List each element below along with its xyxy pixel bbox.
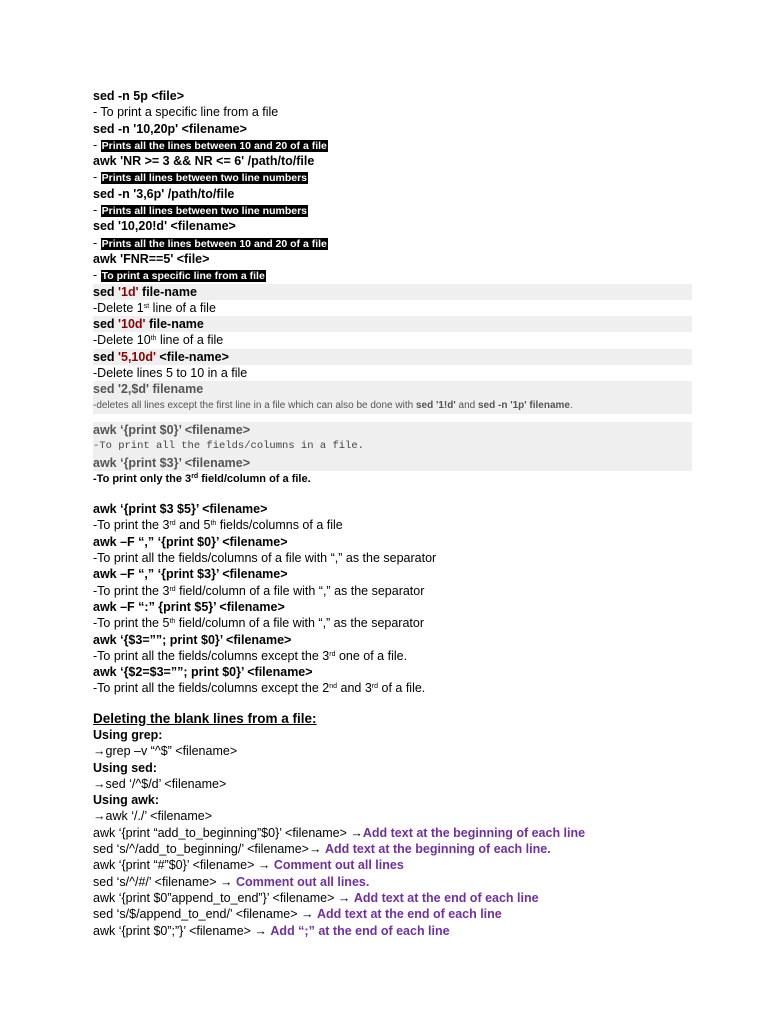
desc-line (93, 137, 683, 153)
cmd-line: sed '10,20!d' <filename> (93, 219, 236, 234)
desc-text: -Delete 10 (93, 333, 151, 348)
desc-line (93, 615, 683, 631)
desc-text: -To print all the fields/columns except the 3 (93, 648, 330, 663)
superscript: rd (191, 472, 199, 480)
dash: - (93, 137, 101, 152)
desc-line: - To print a specific line from a file (93, 105, 279, 120)
desc-line (93, 267, 683, 283)
cmd-text: awk ‘{print “#”$0}’ <filename> → (93, 858, 274, 873)
cmd-line: awk –F “,” ‘{print $0}’ <filename> (93, 534, 288, 549)
dash: - (93, 268, 101, 283)
desc-text: and (455, 399, 478, 411)
cmd-line: →awk ‘/./’ <filename> (93, 809, 213, 824)
desc-line (93, 300, 683, 316)
cmd-text: sed (93, 349, 119, 364)
purple-desc: Add text at the beginning of each line. (324, 842, 551, 857)
desc-line (93, 517, 683, 533)
desc-text: fields/columns of a file (216, 518, 343, 533)
cmd-text: sed (93, 284, 119, 299)
cmd-line: awk –F “,” ‘{print $3}’ <filename> (93, 567, 288, 582)
cmd-line: awk ‘{print $3 $5}’ <filename> (93, 502, 268, 517)
desc-text: line of a file (156, 333, 224, 348)
cmd-line: sed '2,$d' filename (93, 381, 692, 397)
subheading: Using sed: (93, 760, 157, 775)
desc-text: . (570, 399, 573, 411)
cmd-arg: '5,10d' (118, 349, 156, 364)
desc-text: and 3 (337, 681, 372, 696)
spacer (93, 414, 683, 422)
cmd-line (93, 874, 683, 890)
cmd-line (93, 841, 683, 857)
superscript: th (210, 520, 217, 528)
cmd-line: awk –F “:” {print $5}’ <filename> (93, 599, 285, 614)
document-body (93, 88, 683, 939)
purple-desc: Add text at the end of each line (353, 890, 539, 905)
desc-line (93, 169, 683, 185)
desc-text: -To print only the 3 (93, 472, 192, 485)
cmd-line: →sed ‘/^$/d’ <filename> (93, 776, 227, 791)
desc-text: -To print the 5 (93, 616, 170, 631)
dash: - (93, 203, 101, 218)
desc-line (93, 583, 683, 599)
cmd-arg: '1d' (118, 284, 139, 299)
desc-line: -To print all the fields/columns in a file. (93, 438, 692, 454)
superscript: st (143, 302, 150, 310)
cmd-text: awk ‘{print $0”;”}’ <filename> → (93, 923, 271, 938)
cmd-line: awk 'FNR==5' <file> (93, 251, 210, 266)
cmd-text: awk ‘{print $0”append_to_end”}’ <filename> → (93, 890, 354, 905)
desc-line: -To print all the fields/columns of a file with “,” as the separator (93, 551, 437, 566)
cmd-line (93, 284, 692, 300)
cmd-line (93, 890, 683, 906)
highlighted-desc: To print a specific line from a file (101, 270, 265, 283)
desc-text: line of a file (149, 300, 216, 315)
desc-text: of a file. (378, 681, 426, 696)
cmd-text: sed ‘s/$/append_to_end/’ <filename> → (93, 907, 317, 922)
superscript: th (169, 618, 176, 626)
desc-line (93, 471, 683, 487)
cmd-line: awk 'NR >= 3 && NR <= 6' /path/to/file (93, 154, 315, 169)
desc-text: field/column of a file with “,” as the separator (175, 583, 425, 598)
cmd-line (93, 857, 683, 873)
cmd-text: sed ‘s/^/add_to_beginning/’ <filename>→ (93, 842, 325, 857)
superscript: rd (371, 683, 379, 691)
desc-text: -To print the 3 (93, 518, 170, 533)
cmd-text: sed ‘s/^/#/’ <filename> → (93, 874, 236, 889)
cmd-text: <file-name> (155, 349, 229, 364)
purple-desc: Comment out all lines (273, 858, 404, 873)
cmd-text: sed (93, 317, 119, 332)
highlighted-desc: Prints all the lines between 10 and 20 of a file (101, 237, 327, 250)
subheading: Using awk: (93, 793, 159, 808)
cmd-line: awk ‘{$3=””; print $0}’ <filename> (93, 632, 292, 647)
purple-desc: Add text at the beginning of each line (362, 825, 586, 840)
inline-cmd: sed -n '1p' filename (477, 399, 570, 411)
desc-text: -Delete 1 (93, 300, 144, 315)
cmd-arg: '10d' (118, 317, 146, 332)
purple-desc: Comment out all lines. (235, 874, 370, 889)
desc-line: -Delete lines 5 to 10 in a file (93, 366, 248, 381)
section-heading: Deleting the blank lines from a file: (93, 710, 317, 726)
purple-desc: Add “;” at the end of each line (270, 923, 450, 938)
cmd-line (93, 923, 683, 939)
cmd-line: →grep –v “^$” <filename> (93, 744, 238, 759)
dash: - (93, 170, 101, 185)
desc-text: -To print the 3 (93, 583, 170, 598)
superscript: rd (329, 650, 336, 658)
desc-text: -deletes all lines except the first line in a file which can also be done with (93, 399, 416, 411)
superscript: rd (169, 585, 176, 593)
superscript: nd (329, 683, 338, 691)
cmd-line: awk ‘{print $3}’ <filename> (93, 455, 692, 471)
highlighted-desc: Prints all the lines between 10 and 20 of a file (101, 139, 327, 152)
spacer (93, 487, 683, 501)
desc-line (93, 680, 683, 696)
desc-line (93, 398, 692, 414)
cmd-line (93, 349, 692, 365)
desc-text: one of a file. (335, 648, 408, 663)
dash: - (93, 235, 101, 250)
cmd-line (93, 825, 683, 841)
cmd-line (93, 906, 683, 922)
cmd-line (93, 316, 692, 332)
spacer (93, 697, 683, 711)
cmd-line: sed -n '3,6p' /path/to/file (93, 186, 235, 201)
desc-line (93, 332, 683, 348)
purple-desc: Add text at the end of each line (317, 907, 502, 922)
cmd-text: file-name (138, 284, 197, 299)
superscript: rd (169, 520, 176, 528)
highlighted-desc: Prints all lines between two line numbers (101, 205, 308, 218)
desc-line (93, 648, 683, 664)
desc-line (93, 235, 683, 251)
desc-text: field/column of a file with “,” as the separator (175, 616, 425, 631)
cmd-line: sed -n 5p <file> (93, 89, 185, 103)
highlighted-desc: Prints all lines between two line numbers (101, 172, 308, 185)
cmd-line: sed -n '10,20p' <filename> (93, 121, 247, 136)
desc-text: and 5 (175, 518, 211, 533)
superscript: th (150, 335, 157, 343)
inline-cmd: sed '1!d' (415, 399, 456, 411)
subheading: Using grep: (93, 727, 163, 742)
desc-text: -To print all the fields/columns except the 2 (93, 681, 330, 696)
cmd-text: awk ‘{print “add_to_beginning”$0}’ <filename> → (93, 825, 363, 840)
cmd-line: awk ‘{$2=$3=””; print $0}’ <filename> (93, 665, 313, 680)
cmd-text: file-name (145, 317, 204, 332)
desc-line (93, 202, 683, 218)
desc-text: field/column of a file. (198, 472, 311, 485)
cmd-line: awk ‘{print $0}’ <filename> (93, 422, 692, 438)
